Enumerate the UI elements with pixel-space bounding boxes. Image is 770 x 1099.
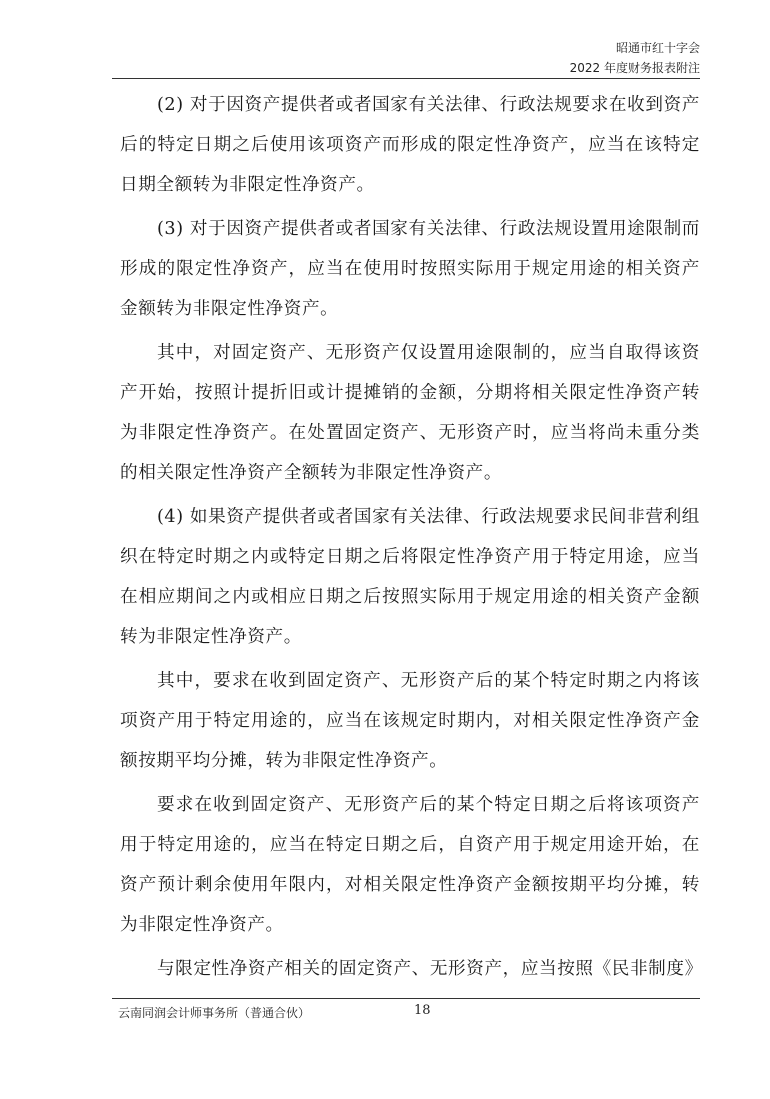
paragraph-item-4-detail-b: 要求在收到固定资产、无形资产后的某个特定日期之后将该项资产用于特定用途的，应当在特定日期之后，自资产用于规定用途开始，在资产预计剩余使用年限内，对相关限定性净资产金额按期平均分摊，转为非限定性净资产。 [120, 795, 700, 935]
paragraph-item-3: (3) 对于因资产提供者或者国家有关法律、行政法规设置用途限制而形成的限定性净资产，应当在使用时按照实际用于规定用途的相关资产金额转为非限定性净资产。 [120, 219, 700, 319]
footer-firm-name: 云南同润会计师事务所（普通合伙） [118, 1006, 311, 1020]
paragraph-continuation: 与限定性净资产相关的固定资产、无形资产，应当按照《民非制度》 [156, 959, 703, 979]
header-divider [112, 78, 700, 79]
page-number: 18 [414, 1003, 431, 1018]
paragraph-item-3-detail: 其中，对固定资产、无形资产仅设置用途限制的，应当自取得该资产开始，按照计提折旧或计提摊销的金额，分期将相关限定性净资产转为非限定性净资产。在处置固定资产、无形资产时，应当将尚未重分类的相关限定性净资产全额转为非限定性净资产。 [120, 343, 700, 483]
paragraph-item-2: (2) 对于因资产提供者或者国家有关法律、行政法规要求在收到资产后的特定日期之后使用该项资产而形成的限定性净资产，应当在该特定日期全额转为非限定性净资产。 [120, 95, 700, 195]
footer-divider [112, 998, 700, 999]
header-report-title: 2022 年度财务报表附注 [569, 61, 700, 75]
header-org: 昭通市红十字会 [615, 41, 700, 55]
page-header [570, 38, 700, 78]
paragraph-item-4-detail-a: 其中，要求在收到固定资产、无形资产后的某个特定时期之内将该项资产用于特定用途的，应当在该规定时期内，对相关限定性净资产金额按期平均分摊，转为非限定性净资产。 [120, 671, 700, 771]
paragraph-item-4: (4) 如果资产提供者或者国家有关法律、行政法规要求民间非营利组织在特定时期之内或特定日期之后将限定性净资产用于特定用途，应当在相应期间之内或相应日期之后按照实际用于规定用途的相关资产金额转为非限定性净资产。 [120, 507, 700, 647]
document-body [120, 85, 703, 989]
